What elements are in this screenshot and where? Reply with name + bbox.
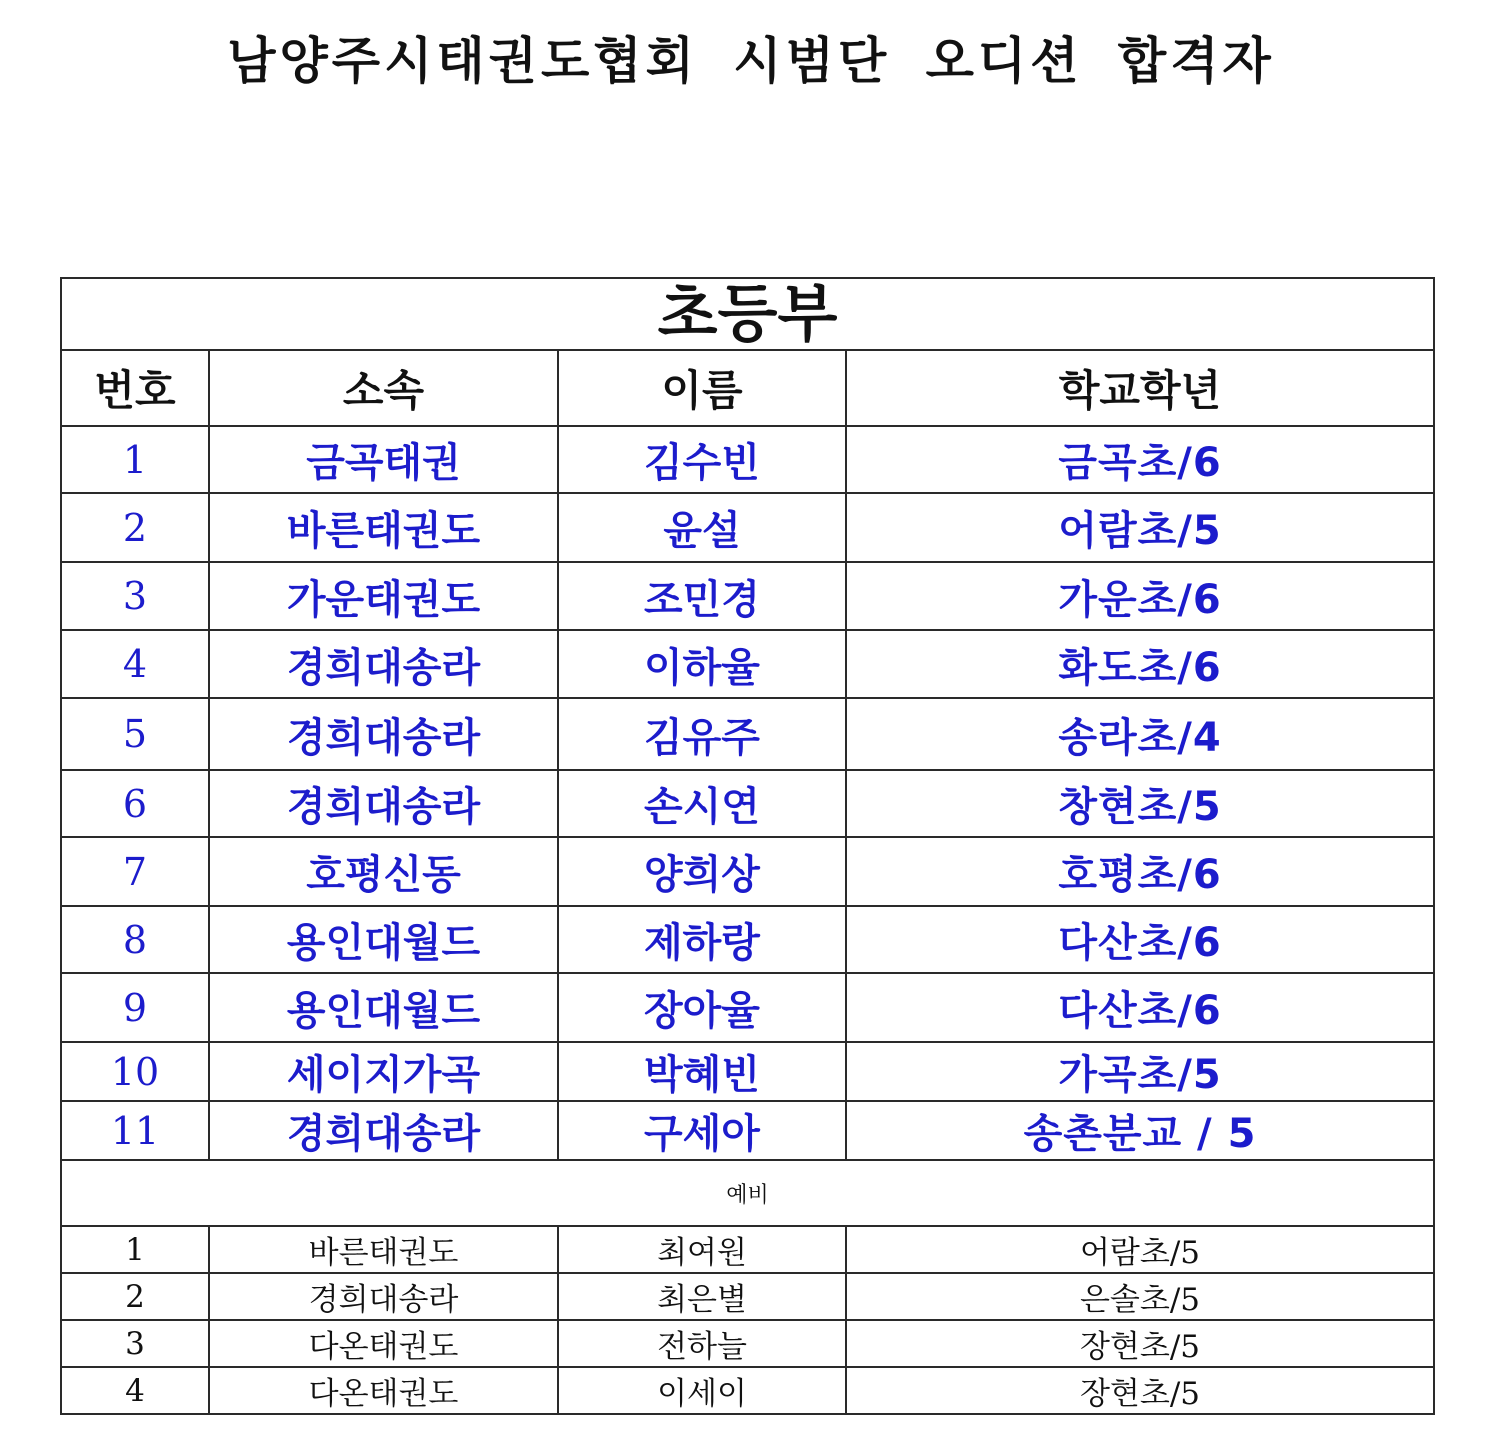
reserve-school-grade: 은솔초/5 — [846, 1273, 1434, 1320]
reserve-label: 예비 — [61, 1160, 1434, 1226]
member-row — [61, 493, 1434, 562]
member-name: 김유주 — [558, 698, 846, 770]
member-school-grade: 다산초/6 — [846, 906, 1434, 973]
member-row — [61, 906, 1434, 973]
header-number: 번호 — [61, 350, 209, 426]
reserve-row — [61, 1273, 1434, 1320]
member-affiliation: 경희대송라 — [209, 698, 558, 770]
member-name: 제하랑 — [558, 906, 846, 973]
header-affiliation: 소속 — [209, 350, 558, 426]
reserve-name: 이세이 — [558, 1367, 846, 1414]
member-number: 6 — [61, 770, 209, 837]
member-number: 4 — [61, 630, 209, 698]
member-affiliation: 용인대월드 — [209, 973, 558, 1042]
member-number: 8 — [61, 906, 209, 973]
member-number: 7 — [61, 837, 209, 906]
member-name: 박혜빈 — [558, 1042, 846, 1101]
member-school-grade: 화도초/6 — [846, 630, 1434, 698]
member-school-grade: 다산초/6 — [846, 973, 1434, 1042]
member-row — [61, 1042, 1434, 1101]
member-row — [61, 770, 1434, 837]
reserve-number: 4 — [61, 1367, 209, 1414]
member-number: 3 — [61, 562, 209, 630]
member-row — [61, 1101, 1434, 1160]
reserve-affiliation: 다온태권도 — [209, 1320, 558, 1367]
member-number: 11 — [61, 1101, 209, 1160]
member-name: 조민경 — [558, 562, 846, 630]
member-row — [61, 562, 1434, 630]
reserve-name: 최은별 — [558, 1273, 846, 1320]
member-number: 10 — [61, 1042, 209, 1101]
member-row — [61, 630, 1434, 698]
member-school-grade: 어람초/5 — [846, 493, 1434, 562]
member-affiliation: 금곡태권 — [209, 426, 558, 493]
member-school-grade: 송라초/4 — [846, 698, 1434, 770]
reserve-school-grade: 장현초/5 — [846, 1320, 1434, 1367]
results-table — [60, 277, 1435, 1415]
member-affiliation: 호평신동 — [209, 837, 558, 906]
member-school-grade: 금곡초/6 — [846, 426, 1434, 493]
reserve-row — [61, 1226, 1434, 1273]
member-name: 손시연 — [558, 770, 846, 837]
reserve-affiliation: 다온태권도 — [209, 1367, 558, 1414]
member-name: 장아율 — [558, 973, 846, 1042]
member-name: 윤설 — [558, 493, 846, 562]
member-affiliation: 세이지가곡 — [209, 1042, 558, 1101]
member-affiliation: 경희대송라 — [209, 770, 558, 837]
member-affiliation: 가운태권도 — [209, 562, 558, 630]
reserve-label-row — [61, 1160, 1434, 1226]
member-row — [61, 973, 1434, 1042]
header-row — [61, 350, 1434, 426]
reserve-affiliation: 바른태권도 — [209, 1226, 558, 1273]
header-name: 이름 — [558, 350, 846, 426]
reserve-school-grade: 장현초/5 — [846, 1367, 1434, 1414]
member-affiliation: 경희대송라 — [209, 630, 558, 698]
member-school-grade: 가곡초/5 — [846, 1042, 1434, 1101]
member-affiliation: 용인대월드 — [209, 906, 558, 973]
member-name: 김수빈 — [558, 426, 846, 493]
member-affiliation: 바른태권도 — [209, 493, 558, 562]
member-row — [61, 698, 1434, 770]
member-number: 9 — [61, 973, 209, 1042]
reserve-row — [61, 1367, 1434, 1414]
reserve-name: 최여원 — [558, 1226, 846, 1273]
member-name: 이하율 — [558, 630, 846, 698]
member-school-grade: 가운초/6 — [846, 562, 1434, 630]
member-school-grade: 호평초/6 — [846, 837, 1434, 906]
member-affiliation: 경희대송라 — [209, 1101, 558, 1160]
document-title: 남양주시태권도협회 시범단 오디션 합격자 — [227, 32, 1275, 90]
member-row — [61, 837, 1434, 906]
reserve-number: 2 — [61, 1273, 209, 1320]
member-name: 양희상 — [558, 837, 846, 906]
member-number: 1 — [61, 426, 209, 493]
member-name: 구세아 — [558, 1101, 846, 1160]
member-row — [61, 426, 1434, 493]
reserve-name: 전하늘 — [558, 1320, 846, 1367]
reserve-number: 1 — [61, 1226, 209, 1273]
reserve-affiliation: 경희대송라 — [209, 1273, 558, 1320]
member-number: 2 — [61, 493, 209, 562]
reserve-number: 3 — [61, 1320, 209, 1367]
member-number: 5 — [61, 698, 209, 770]
reserve-row — [61, 1320, 1434, 1367]
member-school-grade: 송촌분교 / 5 — [846, 1101, 1434, 1160]
section-title-row — [61, 278, 1434, 350]
section-title: 초등부 — [61, 278, 1434, 350]
reserve-school-grade: 어람초/5 — [846, 1226, 1434, 1273]
header-school-grade: 학교학년 — [846, 350, 1434, 426]
member-school-grade: 창현초/5 — [846, 770, 1434, 837]
